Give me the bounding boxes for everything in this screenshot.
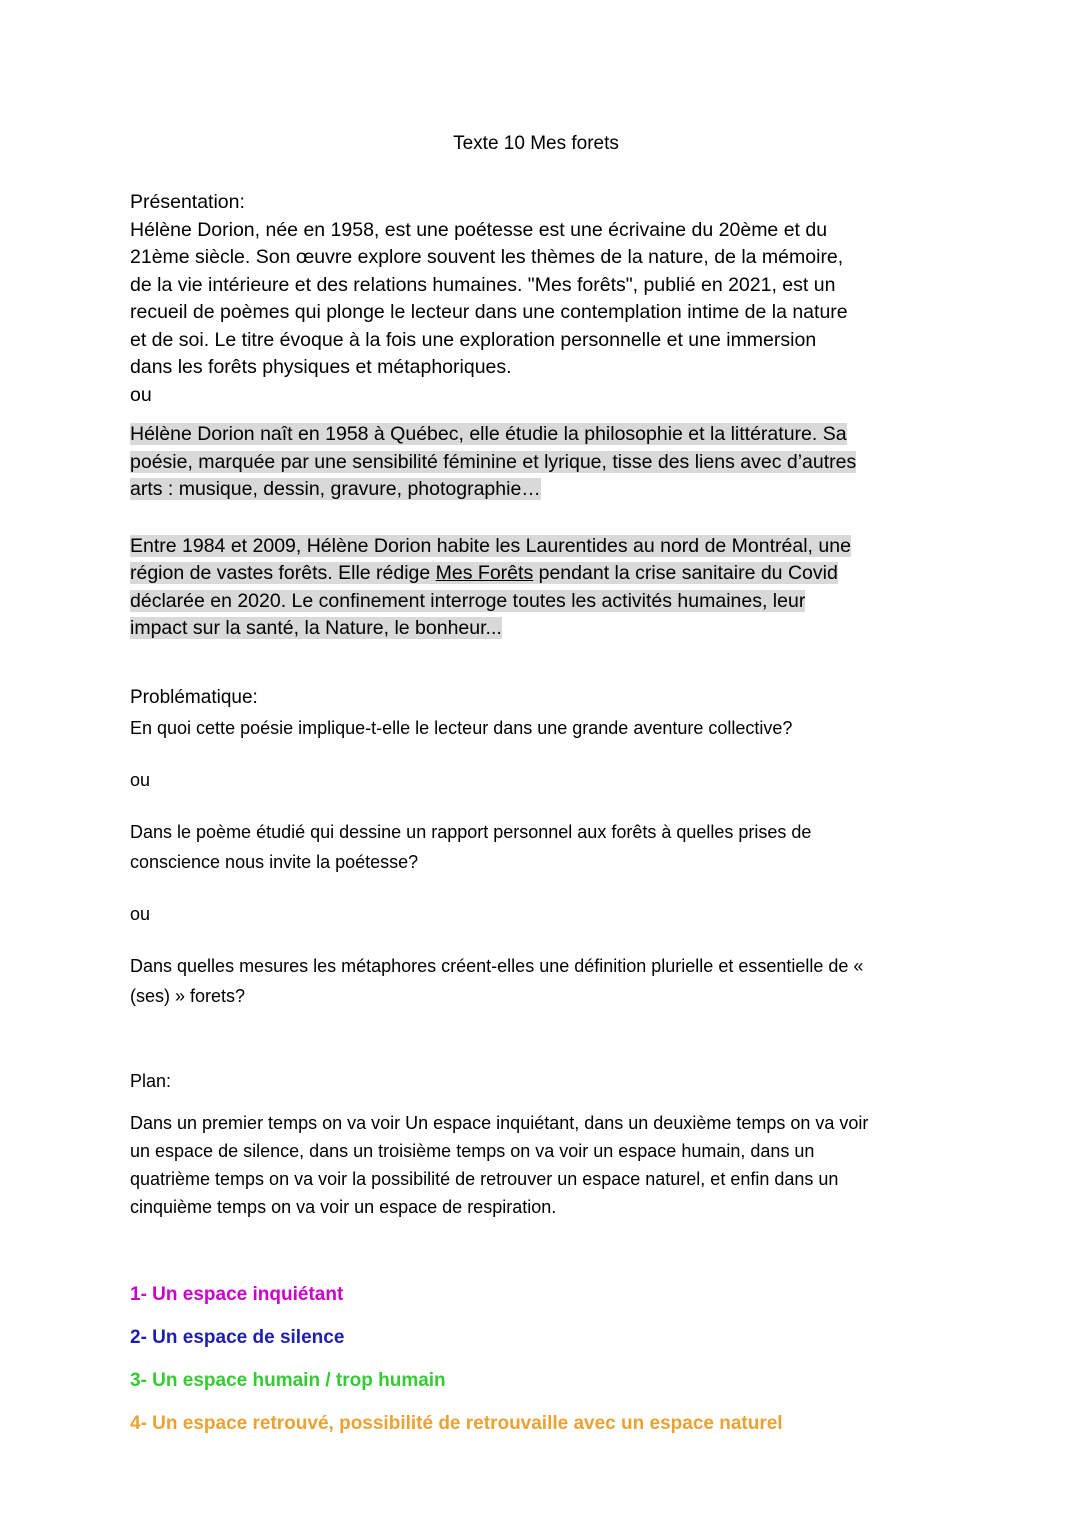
highlighted-line (130, 560, 942, 588)
question-line: (ses) » forets? (130, 985, 246, 1006)
problematique-heading: Problématique: (130, 686, 258, 708)
paragraph-line: de la vie intérieure et des relations humaines. "Mes forêts", publié en 2021, est un (130, 273, 836, 296)
question-line: conscience nous invite la poétesse? (130, 851, 419, 872)
problematique-section (130, 683, 942, 1011)
highlighted-line (130, 449, 942, 477)
paragraph-line: recueil de poèmes qui plonge le lecteur dans une contemplation intime de la nature (130, 301, 848, 323)
outline-item-1: 1- Un espace inquiétant (130, 1283, 344, 1305)
highlighted-text: région de vastes forêts. Elle rédige (130, 562, 436, 584)
plan-line: cinquième temps on va voir un espace de respiration. (130, 1196, 557, 1217)
highlighted-text: pendant la crise sanitaire du Covid (533, 562, 838, 584)
paragraph-line: 21ème siècle. Son œuvre explore souvent les thèmes de la nature, de la mémoire, (130, 246, 844, 268)
paragraph-line: et de soi. Le titre évoque à la fois une exploration personnelle et une immersion (130, 328, 817, 351)
paragraph-line: dans les forêts physiques et métaphoriques. (130, 356, 512, 378)
highlighted-text: poésie, marquée par une sensibilité féminine et lyrique, tisse des liens avec d’autres (130, 450, 857, 473)
plan-line: Dans un premier temps on va voir Un espace inquiétant, dans un deuxième temps on va voir (130, 1112, 869, 1133)
document-title: Texte 10 Mes forets (453, 133, 619, 154)
plan-heading: Plan: (130, 1070, 172, 1091)
paragraph-line: Hélène Dorion, née en 1958, est une poétesse est une écrivaine du 20ème et du (130, 218, 828, 241)
highlighted-text (130, 562, 838, 584)
plan-line: un espace de silence, dans un troisième temps on va voir un espace humain, dans un (130, 1140, 815, 1161)
presentation-section (130, 189, 942, 643)
highlighted-text: impact sur la santé, la Nature, le bonheur... (130, 617, 502, 639)
highlighted-line (130, 615, 942, 643)
highlighted-line (130, 421, 942, 449)
document-content (130, 0, 942, 1435)
outline-item-4: 4- Un espace retrouvé, possibilité de retrouvaille avec un espace naturel (130, 1412, 783, 1434)
outline-item-2: 2- Un espace de silence (130, 1326, 345, 1348)
presentation-heading: Présentation: (130, 191, 245, 213)
highlighted-line (130, 476, 942, 504)
outline-list (130, 1283, 942, 1435)
question-line: Dans le poème étudié qui dessine un rapport personnel aux forêts à quelles prises de (130, 821, 812, 842)
highlighted-text: arts : musique, dessin, gravure, photographie… (130, 478, 541, 500)
highlighted-line (130, 588, 942, 616)
ou-separator: ou (130, 769, 151, 790)
plan-section (130, 1067, 942, 1221)
ou-separator: ou (130, 383, 152, 406)
highlighted-line (130, 533, 942, 561)
question-1: En quoi cette poésie implique-t-elle le lecteur dans une grande aventure collective? (130, 717, 793, 738)
question-3 (130, 951, 942, 1011)
highlighted-text: Hélène Dorion naît en 1958 à Québec, elle étudie la philosophie et la littérature. Sa (130, 423, 847, 445)
ou-separator: ou (130, 903, 151, 924)
question-2 (130, 817, 942, 877)
highlighted-text: déclarée en 2020. Le confinement interroge toutes les activités humaines, leur (130, 589, 806, 612)
highlighted-text: Entre 1984 et 2009, Hélène Dorion habite les Laurentides au nord de Montréal, une (130, 534, 851, 557)
outline-item-3: 3- Un espace humain / trop humain (130, 1369, 446, 1391)
highlighted-paragraph-1 (130, 421, 942, 504)
plan-line: quatrième temps on va voir la possibilité de retrouver un espace naturel, et enfin dans un (130, 1168, 839, 1189)
underlined-work-title: Mes Forêts (435, 562, 534, 584)
question-line: Dans quelles mesures les métaphores créent-elles une définition plurielle et essentielle de « (130, 955, 864, 976)
highlighted-paragraph-2 (130, 533, 942, 643)
